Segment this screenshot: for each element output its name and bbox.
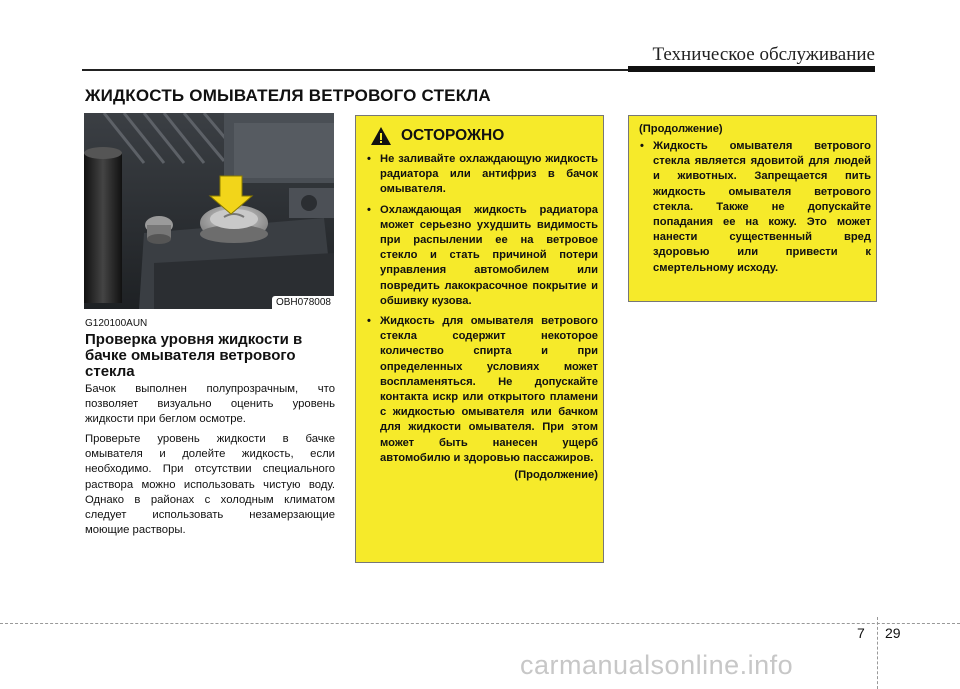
caution-box <box>355 115 604 563</box>
page-number: 29 <box>885 625 901 641</box>
list-item: • Охлаждающая жидкость радиатора может серьезно ухудшить видимость при распылении ее на ветровое стекло и стать причиной потери управления автомобилем или повредить лакокрасочное покрытие и обшивку кузова. <box>366 203 598 309</box>
continuation-title: (Продолжение) <box>639 123 723 135</box>
warning-triangle-icon <box>370 126 392 146</box>
list-item: • Жидкость омывателя ветрового стекла является ядовитой для людей и животных. Запрещается пить жидкость омывателя ветрового стекла. Также не допускайте попадания ее на кожу. Это может нанести существенный вред здоровью или привести к смертельному исходу. <box>639 139 871 276</box>
section-code: G120100AUN <box>85 318 148 329</box>
list-item: • Жидкость для омывателя ветрового стекла содержит некоторое количество спирта и при определенных условиях может воспламеняться. Не допускайте контакта искр или открытого пламени с жидкостью омывателя или бачком для жидкости омывателя. При этом может быть нанесен ущерб автомобилю и здоровью пассажиров. <box>366 314 598 466</box>
caution-title: ОСТОРОЖНО <box>401 127 505 144</box>
washer-reservoir-illustration <box>84 113 334 309</box>
continuation-box <box>628 115 877 302</box>
footer-vertical-divider <box>877 617 878 689</box>
body-paragraph: Бачок выполнен полупрозрачным, что позволяет визуально оценить уровень жидкости при беглом осмотре. <box>85 383 335 426</box>
body-paragraph: Проверьте уровень жидкости в бачке омывателя и долейте жидкость, если необходимо. При отсутствии специального раствора можно использовать чистую воду. Однако в районах с холодным климатом следует использовать незамерзающие моющие растворы. <box>85 433 335 537</box>
chapter-number: 7 <box>857 625 865 641</box>
footer-divider <box>0 623 960 624</box>
header-rule-accent <box>628 66 875 72</box>
section-title: ЖИДКОСТЬ ОМЫВАТЕЛЯ ВЕТРОВОГО СТЕКЛА <box>85 86 491 105</box>
continued-label: (Продолжение) <box>514 469 598 482</box>
list-item: • Не заливайте охлаждающую жидкость радиатора или антифриз в бачок омывателя. <box>366 152 598 198</box>
caution-list <box>366 152 598 483</box>
subsection-heading: Проверка уровня жидкости в бачке омывателя ветрового стекла <box>85 331 303 380</box>
caution-header <box>370 126 504 146</box>
engine-bay-photo <box>84 113 334 309</box>
figure-code: OBH078008 <box>272 296 334 309</box>
continuation-list <box>639 139 871 281</box>
watermark: carmanualsonline.info <box>520 650 794 680</box>
page-header-title: Техническое обслуживание <box>652 44 875 65</box>
